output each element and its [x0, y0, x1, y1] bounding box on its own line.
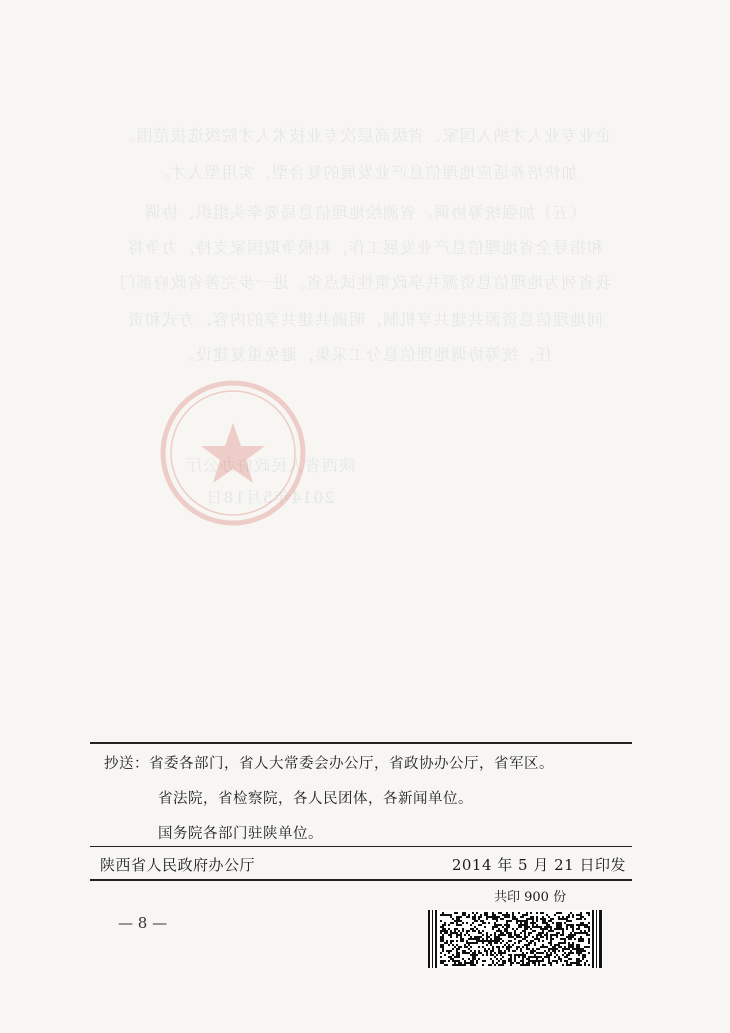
- official-seal-icon: [158, 378, 308, 528]
- bleed-through-line: 间地理信息资源共建共享机制，明确共建共享的内容、方式和责: [127, 310, 604, 329]
- bleed-through-signature: 陕西省人民政府办公厅: [185, 456, 356, 475]
- issuer-name: 陕西省人民政府办公厅: [100, 856, 256, 874]
- middle-rule: [90, 846, 632, 847]
- bleed-through-line: （五）加强统筹协调。省测绘地理信息局要牵头组织、协调: [144, 203, 587, 222]
- print-copies: 共印 900 份: [494, 890, 567, 905]
- bleed-through-date: 2014年5月18日: [205, 488, 335, 507]
- bleed-through-line: 任，统筹协调地理信息分工采集，避免重复建设。: [178, 345, 553, 364]
- bleed-through-line: 企业专业人才纳入国家、省级高层次专业技术人才院级选拔范围。: [118, 126, 612, 145]
- bottom-rule: [90, 879, 632, 881]
- top-rule: [90, 742, 632, 744]
- cc-line-2: 省法院，省检察院，各人民团体，各新闻单位。: [158, 791, 473, 807]
- bleed-through-line: 和指导全省地理信息产业发展工作，积极争取国家支持，力争将: [127, 238, 604, 257]
- bleed-through-line: 我省列为地理信息资源共享政策性试点省。进一步完善省政府部门: [118, 273, 612, 292]
- barcode-icon: [428, 910, 603, 968]
- cc-line-1: 抄送：省委各部门，省人大常委会办公厅，省政协办公厅，省军区。: [104, 756, 554, 772]
- bleed-through-line: 加快培养适应地理信息产业发展的复合型、实用型人才。: [152, 163, 578, 182]
- cc-line-3: 国务院各部门驻陕单位。: [158, 826, 323, 842]
- page-number: — 8 —: [118, 914, 168, 932]
- issue-date: 2014 年 5 月 21 日印发: [451, 856, 626, 874]
